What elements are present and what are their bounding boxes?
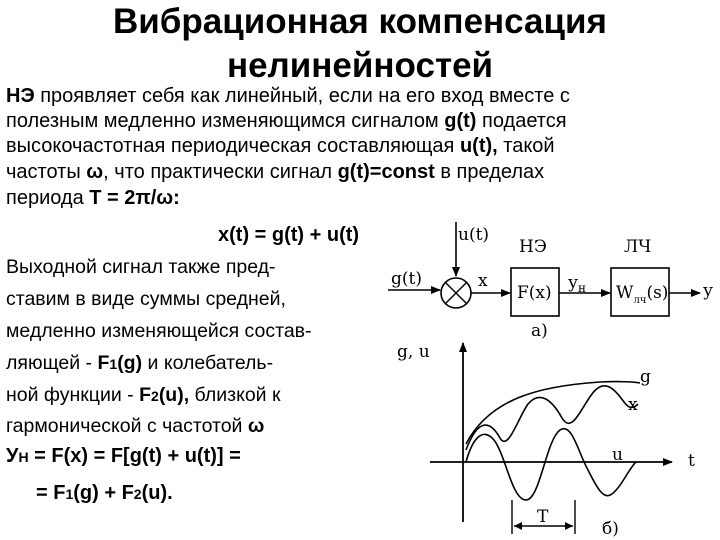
f2-subscript: 2	[151, 388, 159, 404]
lch-w: W	[616, 283, 634, 303]
output-y-label: у	[703, 281, 714, 301]
intro-text: полезным медленно изменяющимся сигналом	[6, 110, 445, 132]
intro-text: частоты	[6, 161, 87, 183]
output-text: близкой к	[189, 384, 281, 406]
formula-sum-subscript: 1	[65, 486, 74, 502]
output-text: гармонической с частотой	[6, 415, 248, 437]
yn-subscript: н	[578, 281, 587, 295]
output-line-2: ставим в виде суммы средней,	[6, 288, 286, 310]
output-text: и колебатель-	[142, 352, 274, 374]
ne-abbrev: НЭ	[6, 85, 35, 107]
output-line-1: Выходной сигнал также пред-	[6, 256, 276, 278]
t-axis-label: t	[688, 451, 695, 471]
g-const: g(t)=const	[337, 161, 435, 183]
lch-s: (s)	[646, 283, 669, 303]
formula-yn-rhs: = F(x) = F[g(t) + u(t)] =	[28, 445, 241, 467]
intro-text: высокочастотная периодическая составляющая	[6, 135, 460, 157]
signal-u: u(t),	[459, 135, 498, 157]
output-text: ляющей -	[6, 352, 98, 374]
slide-title-line1: Вибрационная компенсация	[113, 2, 607, 41]
input-g-label: g(t)	[391, 269, 422, 289]
lch-subscript: лч	[633, 295, 647, 306]
formula-sum-part: = F	[36, 482, 66, 504]
period-arrow-left	[514, 522, 522, 530]
x-label: x	[478, 271, 488, 291]
curve-u	[466, 429, 636, 500]
y-axis-label: g, u	[397, 342, 430, 362]
ne-box-label: F(x)	[517, 283, 552, 303]
lch-label: ЛЧ	[624, 237, 652, 257]
period-formula: T = 2π/ω:	[89, 187, 180, 209]
formula-sum-part: (g) + F	[73, 482, 134, 504]
curve-x-label: x	[628, 395, 638, 415]
curve-g-label: g	[640, 367, 651, 387]
formula-sum-subscript: 2	[133, 486, 142, 502]
intro-text: периода	[6, 187, 90, 209]
output-text: ной функции -	[6, 384, 140, 406]
yn-symbol: У	[6, 445, 19, 467]
output-line-3: медленно изменяющейся состав-	[6, 320, 312, 342]
intro-text: в пределах	[434, 161, 545, 183]
curve-u-label: u	[612, 445, 623, 465]
omega-symbol: ω	[247, 415, 265, 437]
f2-arg: (u),	[158, 384, 190, 406]
signal-g: g(t)	[444, 110, 477, 132]
period-arrow-right	[565, 522, 573, 530]
intro-text: проявляет себя как линейный, если на его вход вместе с	[34, 85, 570, 107]
caption-a: а)	[531, 321, 548, 341]
slide-title-line2: нелинейностей	[226, 46, 494, 85]
formula-sum-part: (u).	[141, 482, 173, 504]
formula-x: x(t) = g(t) + u(t)	[218, 224, 360, 246]
intro-text: подается	[476, 110, 567, 132]
period-label: T	[537, 507, 549, 527]
f1-arg: (g)	[117, 352, 143, 374]
caption-b: б)	[602, 519, 619, 539]
input-u-label: u(t)	[458, 225, 490, 245]
ne-label: НЭ	[519, 237, 547, 257]
f2-symbol: F	[139, 384, 152, 406]
intro-text: такой	[497, 135, 555, 157]
yn-subscript: Н	[18, 449, 29, 465]
f1-subscript: 1	[109, 356, 118, 372]
yn-letter: у	[568, 273, 579, 293]
f1-symbol: F	[97, 352, 110, 374]
intro-text: , что практически сигнал	[103, 161, 338, 183]
omega-symbol: ω	[86, 161, 104, 183]
